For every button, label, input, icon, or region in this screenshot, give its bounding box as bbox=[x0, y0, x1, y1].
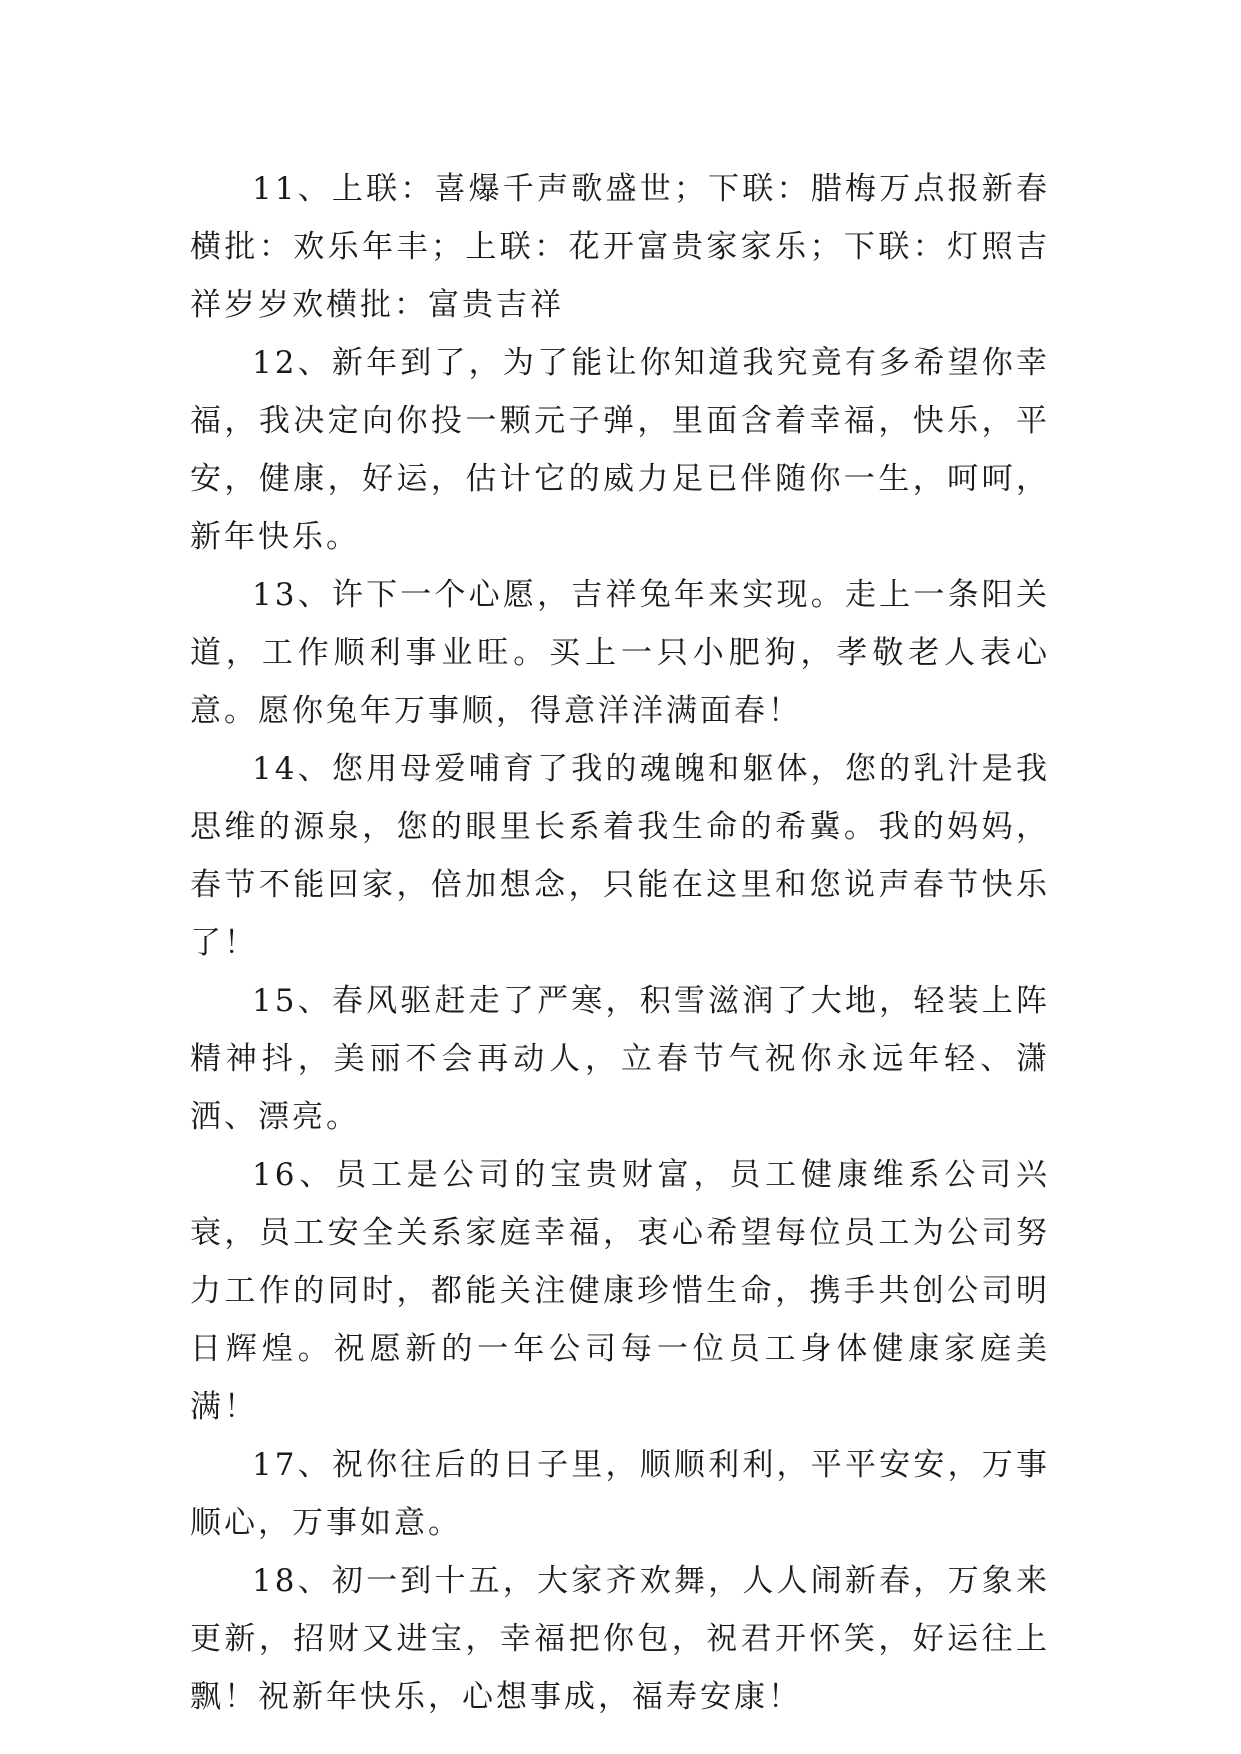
document-body bbox=[190, 160, 1050, 1726]
paragraph-14: 14、您用母爱哺育了我的魂魄和躯体，您的乳汁是我思维的源泉，您的眼里长系着我生命的希冀。我的妈妈，春节不能回家，倍加想念，只能在这里和您说声春节快乐了！ bbox=[190, 751, 1050, 961]
paragraph-12: 12、新年到了，为了能让你知道我究竟有多希望你幸福，我决定向你投一颗元子弹，里面含着幸福，快乐，平安，健康，好运，估计它的威力足已伴随你一生，呵呵，新年快乐。 bbox=[190, 345, 1050, 555]
paragraph-11: 11、上联：喜爆千声歌盛世；下联：腊梅万点报新春横批：欢乐年丰；上联：花开富贵家家乐；下联：灯照吉祥岁岁欢横批：富贵吉祥 bbox=[190, 171, 1050, 323]
paragraph-13: 13、许下一个心愿，吉祥兔年来实现。走上一条阳关道，工作顺利事业旺。买上一只小肥狗，孝敬老人表心意。愿你兔年万事顺，得意洋洋满面春！ bbox=[190, 577, 1050, 729]
paragraph-15: 15、春风驱赶走了严寒，积雪滋润了大地，轻装上阵精神抖，美丽不会再动人，立春节气祝你永远年轻、潇洒、漂亮。 bbox=[190, 983, 1050, 1135]
paragraph-17: 17、祝你往后的日子里，顺顺利利，平平安安，万事顺心，万事如意。 bbox=[190, 1447, 1050, 1541]
paragraph-18: 18、初一到十五，大家齐欢舞，人人闹新春，万象来更新，招财又进宝，幸福把你包，祝君开怀笑，好运往上飘！祝新年快乐，心想事成，福寿安康！ bbox=[190, 1563, 1050, 1715]
paragraph-16: 16、员工是公司的宝贵财富，员工健康维系公司兴衰，员工安全关系家庭幸福，衷心希望每位员工为公司努力工作的同时，都能关注健康珍惜生命，携手共创公司明日辉煌。祝愿新的一年公司每一位员工身体健康家庭美满！ bbox=[190, 1157, 1050, 1425]
